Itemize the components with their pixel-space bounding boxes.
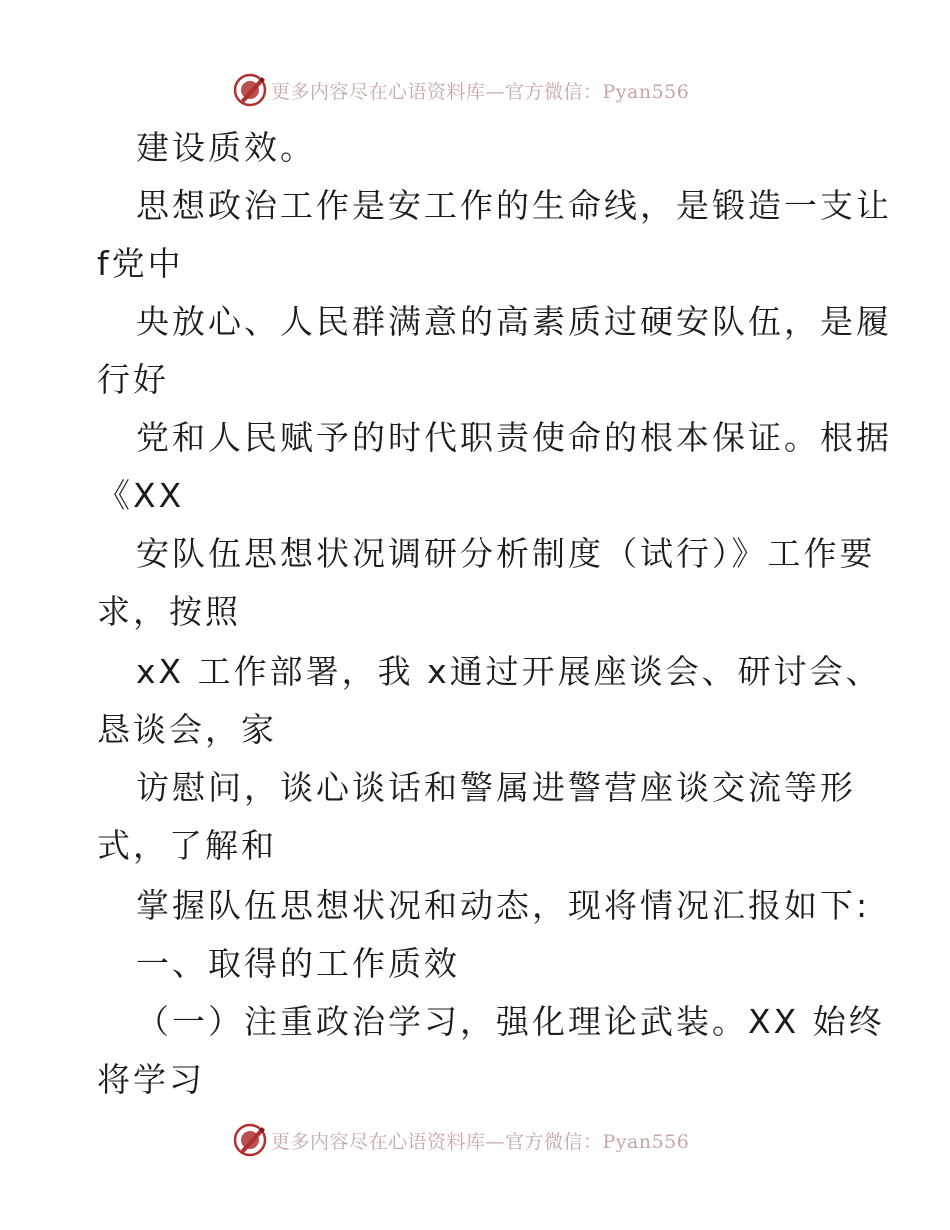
text-line: 安队伍思想状况调研分析制度（试行）》工作要 (136, 534, 876, 573)
text-line: 式，了解和 (97, 826, 277, 865)
text-line: 掌握队伍思想状况和动态，现将情况汇报如下: (136, 886, 871, 925)
text-line: 行好 (97, 360, 169, 399)
text-line: f党中 (97, 244, 184, 283)
pen-seal-logo-icon (233, 1123, 267, 1157)
text-line: 《XX (97, 476, 185, 515)
watermark-text: 更多内容尽在心语资料库—官方微信：Pyan556 (271, 80, 690, 103)
text-line: 建设质效。 (136, 128, 316, 167)
watermark-text: 更多内容尽在心语资料库—官方微信：Pyan556 (271, 1130, 690, 1153)
text-line: 党和人民赋予的时代职责使命的根本保证。根据 (136, 418, 892, 457)
text-line: 求，按照 (97, 592, 241, 631)
text-line: 访慰问，谈心谈话和警属进警营座谈交流等形 (136, 768, 856, 807)
text-line: 恳谈会，家 (97, 710, 277, 749)
text-line: xX 工作部署，我 x通过开展座谈会、研讨会、 (136, 652, 882, 691)
text-line: 思想政治工作是安工作的生命线，是锻造一支让 (136, 186, 892, 225)
text-line: （一）注重政治学习，强化理论武装。XX 始终 (136, 1002, 885, 1041)
watermark-banner-bottom (233, 1122, 713, 1158)
section-heading: 一、取得的工作质效 (136, 944, 460, 983)
text-line: 将学习 (97, 1060, 205, 1099)
text-line: 央放心、人民群满意的高素质过硬安队伍，是履 (136, 302, 892, 341)
